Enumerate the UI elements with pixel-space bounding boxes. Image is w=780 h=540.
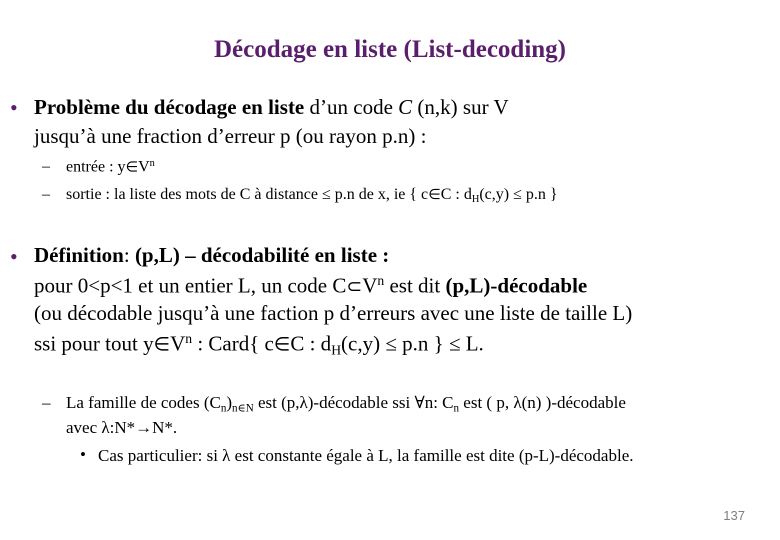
text-fragment: La famille de codes (C	[66, 393, 221, 412]
text-fragment: est dit	[384, 273, 446, 298]
text-fragment: C : d	[440, 186, 472, 203]
text-fragment: V	[362, 273, 378, 298]
dash-marker: –	[42, 393, 51, 412]
subscript: n	[220, 402, 227, 415]
text-fragment: (c,y) ≤ p.n }	[479, 186, 558, 203]
page-number: 137	[723, 508, 745, 523]
sub-bullet-marker: •	[80, 445, 86, 464]
decodable-term: (p,L)-décodable	[445, 273, 588, 298]
superscript: n	[185, 331, 193, 346]
text-fragment: :	[123, 243, 135, 267]
superscript: n	[149, 158, 155, 169]
special-case-item: Cas particulier: si λ est constante égale à L, la famille est dite (p-L)-décodable.	[98, 446, 634, 465]
element-of-symbol: ∈	[153, 333, 171, 356]
text-fragment: sortie : la liste des mots de C à distance ≤ p.n de x, ie { c	[66, 186, 429, 203]
superscript: n	[377, 273, 385, 288]
sub-item-family-line-2: avec λ:N*→N*.	[66, 418, 178, 437]
definition-title: (p,L) – décodabilité en liste :	[134, 243, 390, 267]
bullet-2-line-2	[34, 274, 587, 297]
text-fragment: est ( p, λ(n) )-décodable	[459, 393, 626, 412]
sub-item-family	[66, 394, 626, 414]
text-fragment: (c,y) ≤ p.n } ≤ L.	[341, 331, 484, 356]
text-fragment: (n,k) sur V	[412, 95, 509, 119]
dash-marker: –	[42, 158, 50, 175]
text-fragment: est (p,λ)-décodable ssi ∀n: C	[253, 393, 454, 412]
bullet-marker-2: •	[10, 244, 18, 269]
bullet-2-line-4	[34, 332, 484, 357]
text-fragment: ssi pour tout y	[34, 331, 154, 356]
text-fragment: : Card{ c	[192, 331, 274, 356]
text-fragment: pour 0<p<1 et un entier L, un code C	[34, 273, 347, 298]
text-fragment: )	[226, 393, 233, 412]
text-fragment: entrée : y	[66, 158, 126, 176]
text-fragment: V	[170, 331, 186, 356]
bullet-marker-1: •	[10, 95, 18, 120]
bullet-2-line-1	[34, 245, 389, 266]
definition-heading: Définition	[34, 243, 124, 267]
element-of-symbol: ∈	[273, 333, 291, 356]
text-fragment: V	[138, 158, 150, 176]
subscript: n	[453, 402, 460, 415]
sub-item-input	[66, 159, 155, 176]
subscript: H	[471, 194, 480, 206]
text-fragment: d’un code	[304, 95, 399, 119]
text-fragment: C : d	[290, 331, 332, 356]
slide-title: Décodage en liste (List-decoding)	[213, 36, 567, 63]
bullet-1-line-1	[34, 97, 509, 118]
subscript: H	[331, 342, 342, 358]
bullet-2-line-3: (ou décodable jusqu’à une faction p d’erreurs avec une liste de taille L)	[34, 301, 633, 325]
subset-symbol: ⊂	[346, 275, 363, 298]
problem-heading: Problème du décodage en liste	[34, 95, 305, 119]
element-of-symbol: ∈	[428, 187, 441, 203]
dash-marker: –	[42, 186, 50, 203]
element-of-symbol: ∈	[125, 159, 139, 176]
code-name: C	[398, 95, 413, 119]
bullet-1-line-2: jusqu’à une fraction d’erreur p (ou rayon p.n) :	[34, 124, 427, 148]
sub-item-output	[66, 187, 558, 206]
subscript: n∈N	[232, 402, 254, 415]
